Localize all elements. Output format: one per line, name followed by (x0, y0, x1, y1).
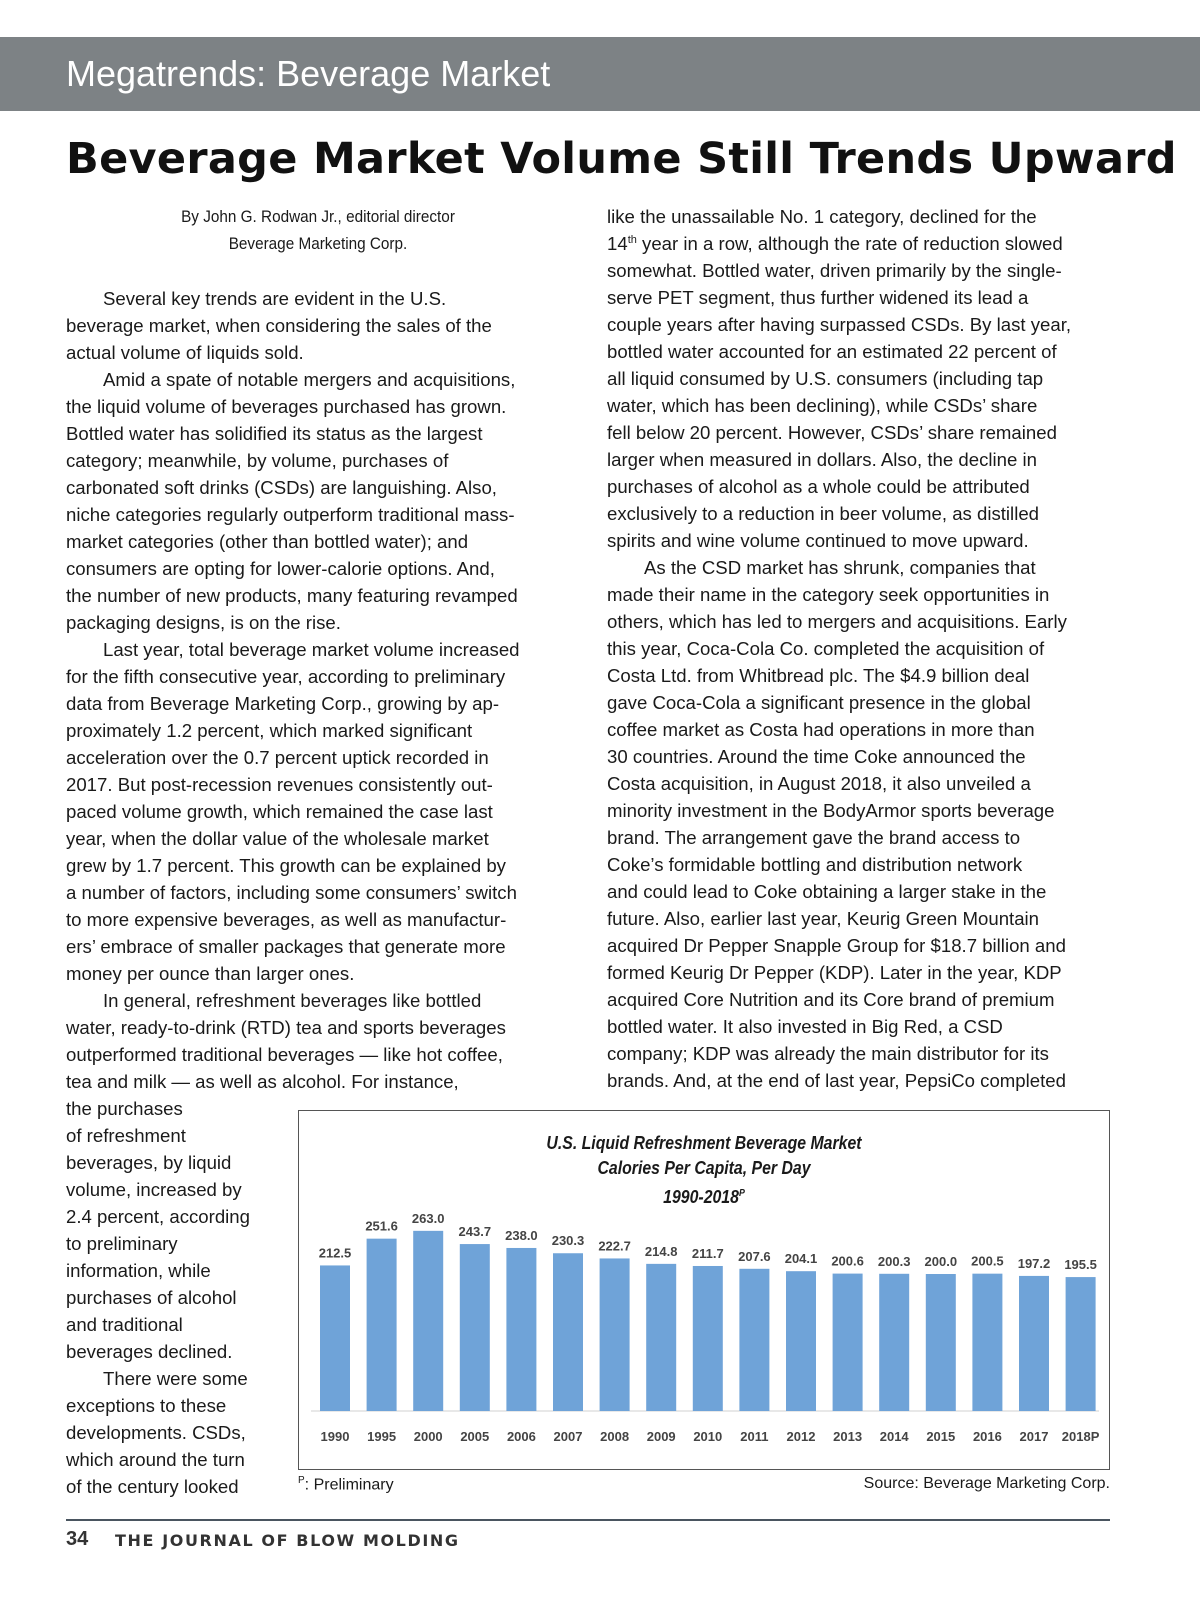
text-line: purchases of alcohol (66, 1287, 237, 1308)
text-line: consumers are opting for lower-calorie options. And, (66, 558, 495, 579)
data-label: 197.2 (1017, 1255, 1051, 1271)
text-line: beverage market, when considering the sales of the (66, 315, 492, 336)
data-label: 200.0 (924, 1254, 958, 1269)
text-line: Last year, total beverage market volume increased (103, 639, 520, 660)
text-line: serve PET segment, thus further widened its lead a (607, 287, 1029, 308)
text-line: the liquid volume of beverages purchased has grown. (66, 396, 507, 417)
x-tick-label: 2000 (413, 1429, 443, 1444)
text-line: grew by 1.7 percent. This growth can be explained by (66, 855, 506, 876)
x-tick-label: 2007 (553, 1429, 583, 1444)
data-label: 214.8 (644, 1243, 678, 1259)
x-tick-label: 2017 (1019, 1429, 1049, 1444)
bar (786, 1271, 816, 1411)
text-line: larger when measured in dollars. Also, the decline in (607, 449, 1037, 470)
text-line: brand. The arrangement gave the brand access to (607, 827, 1021, 848)
bar (1066, 1277, 1096, 1411)
footnote-text: : Preliminary (304, 1476, 394, 1494)
text-line: a number of factors, including some consumers’ switch (66, 882, 517, 903)
x-tick-label: 2018P (1061, 1429, 1100, 1444)
text-line: somewhat. Bottled water, driven primarily by the single- (607, 260, 1062, 281)
data-label: 195.5 (1064, 1257, 1097, 1273)
bar (1019, 1276, 1049, 1411)
text-line: the purchases (66, 1098, 183, 1119)
x-tick-label: 2016 (972, 1429, 1002, 1444)
x-tick-label: 2012 (786, 1429, 816, 1444)
chart-years-text: 1990-2018 (663, 1187, 739, 1207)
data-label: 211.7 (691, 1245, 724, 1261)
x-tick-label: 2011 (740, 1429, 769, 1444)
x-tick-label: 2009 (646, 1429, 676, 1444)
bar (600, 1258, 630, 1411)
text-line: beverages, by liquid (66, 1152, 232, 1173)
text-line: of the century looked (66, 1476, 239, 1497)
bar (972, 1274, 1002, 1411)
page-number: 34 (66, 1528, 89, 1550)
bar (553, 1253, 583, 1411)
text-line: fell below 20 percent. However, CSDs’ share remained (607, 422, 1057, 443)
text-line: all liquid consumed by U.S. consumers (including tap (607, 368, 1044, 389)
text-post: year in a row, although the rate of reduction slowed (636, 233, 1063, 254)
text-line: money per ounce than larger ones. (66, 963, 355, 984)
data-label: 238.0 (505, 1227, 538, 1243)
text-line: tea and milk — as well as alcohol. For instance, (66, 1071, 459, 1092)
text-line: the number of new products, many featuring revamped (66, 585, 518, 606)
text-line: exclusively to a reduction in beer volume, as distilled (607, 503, 1040, 524)
text-line: Several key trends are evident in the U.S. (103, 288, 447, 309)
data-label: 207.6 (738, 1248, 771, 1264)
text-line: and could lead to Coke obtaining a larger stake in the (607, 881, 1047, 902)
chart-title-line: U.S. Liquid Refreshment Beverage Market (546, 1133, 862, 1153)
text-line: 2.4 percent, according (66, 1206, 250, 1227)
text-line: bottled water accounted for an estimated 22 percent of (607, 341, 1057, 362)
text-line (607, 230, 1071, 257)
calories-chart (298, 1110, 1110, 1470)
x-tick-label: 1990 (320, 1429, 350, 1444)
text-line: company; KDP was already the main distributor for its (607, 1043, 1049, 1064)
text-line: future. Also, earlier last year, Keurig Green Mountain (607, 908, 1040, 929)
text-line: which around the turn (66, 1449, 245, 1470)
text-line: As the CSD market has shrunk, companies that (644, 557, 1036, 578)
text-line: paced volume growth, which remained the case last (66, 801, 493, 822)
data-label: 200.6 (831, 1253, 864, 1269)
bar (739, 1269, 769, 1411)
x-tick-label: 2015 (926, 1429, 956, 1444)
text-line: bottled water. It also invested in Big Red, a CSD (607, 1016, 1003, 1037)
footer-divider (66, 1519, 1110, 1521)
text-line: for the fifth consecutive year, according to preliminary (66, 666, 506, 687)
bar (693, 1266, 723, 1411)
chart-years-sup: P (738, 1188, 745, 1199)
bar (460, 1244, 490, 1411)
journal-name: THE JOURNAL OF BLOW MOLDING (115, 1531, 460, 1550)
text-line: water, which has been declining), while CSDs’ share (607, 395, 1038, 416)
text-line: volume, increased by (66, 1179, 242, 1200)
byline (91, 203, 545, 257)
article-title: Beverage Market Volume Still Trends Upward (66, 134, 1177, 184)
text-line: information, while (66, 1260, 211, 1281)
text-line: market categories (other than bottled water); and (66, 531, 469, 552)
text-line: this year, Coca-Cola Co. completed the acquisition of (607, 638, 1045, 659)
text-line: minority investment in the BodyArmor sports beverage (607, 800, 1055, 821)
x-tick-label: 1995 (367, 1429, 397, 1444)
text-line: like the unassailable No. 1 category, declined for the (607, 206, 1037, 227)
text-line: others, which has led to mergers and acquisitions. Early (607, 611, 1067, 632)
text-sup: th (627, 233, 637, 246)
data-label: 243.7 (458, 1224, 492, 1240)
byline-author: By John G. Rodwan Jr., editorial director (181, 207, 455, 226)
bar (926, 1274, 956, 1411)
x-tick-label: 2010 (693, 1429, 723, 1444)
bar (833, 1274, 863, 1411)
text-line: packaging designs, is on the rise. (66, 612, 341, 633)
text-line: water, ready-to-drink (RTD) tea and sports beverages (66, 1017, 506, 1038)
byline-org: Beverage Marketing Corp. (228, 234, 408, 253)
text-line: gave Coca-Cola a significant presence in the global (607, 692, 1031, 713)
data-label: 251.6 (365, 1218, 398, 1234)
text-line: data from Beverage Marketing Corp., growing by ap- (66, 693, 500, 714)
section-header (0, 37, 1200, 111)
chart-footnote (298, 1475, 394, 1494)
text-line: exceptions to these (66, 1395, 227, 1416)
bar-plot (299, 1111, 1108, 1468)
text-line: ers’ embrace of smaller packages that generate more (66, 936, 506, 957)
data-label: 212.5 (318, 1245, 352, 1261)
bar (646, 1264, 676, 1411)
data-label: 230.3 (551, 1233, 585, 1249)
text-line: year, when the dollar value of the wholesale market (66, 828, 489, 849)
text-line: made their name in the category seek opportunities in (607, 584, 1050, 605)
text-line: Costa Ltd. from Whitbread plc. The $4.9 billion deal (607, 665, 1030, 686)
data-label: 200.5 (971, 1253, 1004, 1269)
bar (879, 1274, 909, 1411)
text-line: proximately 1.2 percent, which marked significant (66, 720, 473, 741)
text-line: carbonated soft drinks (CSDs) are languishing. Also, (66, 477, 497, 498)
text-line: niche categories regularly outperform traditional mass- (66, 504, 515, 525)
text-pre: 14 (607, 233, 628, 254)
text-line: of refreshment (66, 1125, 186, 1146)
text-line: and traditional (66, 1314, 183, 1335)
data-label: 222.7 (598, 1238, 631, 1254)
data-label: 263.0 (411, 1210, 445, 1226)
x-tick-label: 2006 (506, 1429, 536, 1444)
text-line: brands. And, at the end of last year, PepsiCo completed (607, 1070, 1066, 1091)
text-line: acceleration over the 0.7 percent uptick recorded in (66, 747, 489, 768)
text-line: 2017. But post-recession revenues consistently out- (66, 774, 493, 795)
chart-source: Source: Beverage Marketing Corp. (863, 1475, 1110, 1492)
x-tick-label: 2008 (600, 1429, 630, 1444)
text-line: to preliminary (66, 1233, 178, 1254)
text-line: category; meanwhile, by volume, purchases of (66, 450, 449, 471)
text-line: purchases of alcohol as a whole could be attributed (607, 476, 1030, 497)
x-tick-label: 2014 (879, 1429, 909, 1444)
text-line: beverages declined. (66, 1341, 233, 1362)
bar (413, 1231, 443, 1411)
text-line: couple years after having surpassed CSDs. By last year, (607, 314, 1072, 335)
text-line: Amid a spate of notable mergers and acquisitions, (103, 369, 516, 390)
text-line: actual volume of liquids sold. (66, 342, 304, 363)
text-line: Coke’s formidable bottling and distribution network (607, 854, 1023, 875)
text-line: to more expensive beverages, as well as manufactur- (66, 909, 507, 930)
text-line: formed Keurig Dr Pepper (KDP). Later in the year, KDP (607, 962, 1062, 983)
text-line: coffee market as Costa had operations in more than (607, 719, 1035, 740)
bar (320, 1265, 350, 1411)
text-line: outperformed traditional beverages — like hot coffee, (66, 1044, 503, 1065)
text-line: developments. CSDs, (66, 1422, 246, 1443)
text-line: acquired Dr Pepper Snapple Group for $18.7 billion and (607, 935, 1066, 956)
data-label: 200.3 (877, 1253, 911, 1269)
text-line: Costa acquisition, in August 2018, it also unveiled a (607, 773, 1031, 794)
x-tick-label: 2013 (833, 1429, 863, 1444)
text-line: spirits and wine volume continued to move upward. (607, 530, 1029, 551)
footnote-sup: P (298, 1475, 305, 1486)
text-line: 30 countries. Around the time Coke announced the (607, 746, 1026, 767)
text-line: acquired Core Nutrition and its Core brand of premium (607, 989, 1055, 1010)
text-line: In general, refreshment beverages like bottled (103, 990, 482, 1011)
text-line: Bottled water has solidified its status as the largest (66, 423, 483, 444)
text-line: There were some (103, 1368, 248, 1389)
bar (506, 1248, 536, 1411)
section-title: Megatrends: Beverage Market (66, 53, 551, 94)
right-column (607, 203, 1071, 1094)
chart-subtitle-line: Calories Per Capita, Per Day (597, 1158, 811, 1178)
bar (367, 1239, 397, 1411)
x-tick-label: 2005 (460, 1429, 490, 1444)
data-label: 204.1 (784, 1251, 818, 1267)
